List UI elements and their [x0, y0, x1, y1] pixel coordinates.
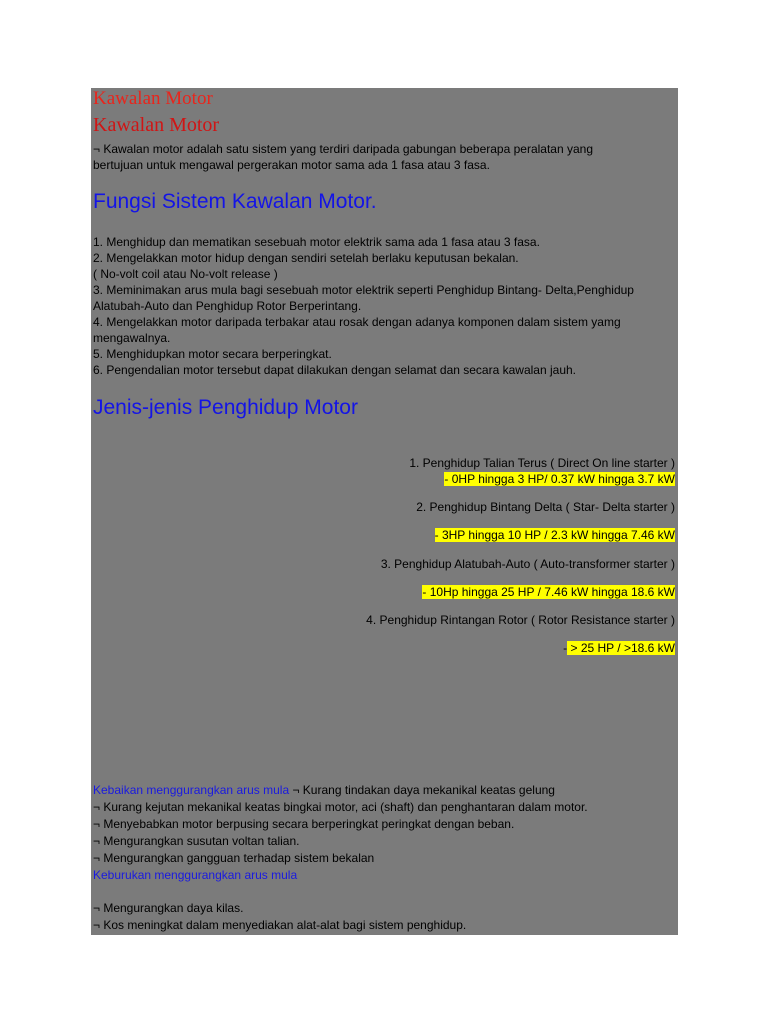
list-item: ¬ Mengurangkan gangguan terhadap sistem bekalan [93, 851, 375, 865]
list-item: 5. Menghidupkan motor secara berperingkat. [93, 347, 332, 361]
starter-range [444, 472, 675, 487]
list-item: Alatubah-Auto dan Penghidup Rotor Berperintang. [93, 299, 362, 313]
keburukan-label: Keburukan menggurangkan arus mula [93, 868, 298, 882]
kebaikan-label: Kebaikan menggurangkan arus mula [93, 783, 290, 797]
list-item: ( No-volt coil atau No-volt release ) [93, 267, 278, 281]
starter-range [563, 641, 675, 656]
list-item: 2. Mengelakkan motor hidup dengan sendiri setelah berlaku keputusan bekalan. [93, 251, 519, 265]
starter-range [435, 528, 675, 543]
starter-name: 3. Penghidup Alatubah-Auto ( Auto-transformer starter ) [380, 557, 675, 571]
kebaikan-line [93, 782, 555, 798]
starter-name: 2. Penghidup Bintang Delta ( Star- Delta starter ) [416, 500, 675, 514]
list-item: mengawalnya. [93, 331, 171, 345]
fungsi-list [93, 234, 673, 378]
intro-line: bertujuan untuk mengawal pergerakan motor sama ada 1 fasa atau 3 fasa. [93, 158, 490, 172]
list-item: ¬ Kos meningkat dalam menyediakan alat-alat bagi sistem penghidup. [93, 918, 467, 932]
list-item: 4. Mengelakkan motor daripada terbakar atau rosak dengan adanya komponen dalam sistem yamg [93, 315, 621, 329]
starter-range [422, 585, 675, 600]
list-item: 6. Pengendalian motor tersebut dapat dilakukan dengan selamat dan secara kawalan jauh. [93, 363, 576, 377]
highlight: - 0HP hingga 3 HP/ 0.37 kW hingga 3.7 kW [444, 472, 675, 486]
list-item: ¬ Mengurangkan susutan voltan talian. [93, 834, 300, 848]
intro-line: ¬ Kawalan motor adalah satu sistem yang terdiri daripada gabungan beberapa peralatan yang [93, 142, 594, 156]
list-item: 1. Menghidup dan mematikan sesebuah motor elektrik sama ada 1 fasa atau 3 fasa. [93, 235, 540, 249]
highlight: > 25 HP / >18.6 kW [567, 641, 675, 655]
document-page [91, 88, 678, 935]
range-prefix: - [563, 641, 568, 655]
list-item: 3. Meminimakan arus mula bagi sesebuah motor elektrik seperti Penghidup Bintang- Delta,Penghidup [93, 283, 634, 297]
highlight: - 10Hp hingga 25 HP / 7.46 kW hingga 18.6 kW [422, 585, 675, 599]
starter-name: 1. Penghidup Talian Terus ( Direct On line starter ) [409, 456, 675, 470]
kebaikan-first: ¬ Kurang tindakan daya mekanikal keatas gelung [289, 783, 555, 797]
list-item: ¬ Kurang kejutan mekanikal keatas bingkai motor, aci (shaft) dan penghantaran dalam motor. [93, 800, 588, 814]
title-small: Kawalan Motor [93, 88, 213, 109]
title-large: Kawalan Motor [93, 114, 220, 136]
fungsi-heading: Fungsi Sistem Kawalan Motor. [93, 190, 377, 213]
starter-name: 4. Penghidup Rintangan Rotor ( Rotor Resistance starter ) [366, 613, 675, 627]
highlight: - 3HP hingga 10 HP / 2.3 kW hingga 7.46 kW [434, 528, 675, 542]
list-item: ¬ Menyebabkan motor berpusing secara berperingkat peringkat dengan beban. [93, 817, 515, 831]
list-item: ¬ Mengurangkan daya kilas. [93, 901, 244, 915]
jenis-heading: Jenis-jenis Penghidup Motor [93, 396, 358, 419]
intro-paragraph [93, 141, 673, 173]
